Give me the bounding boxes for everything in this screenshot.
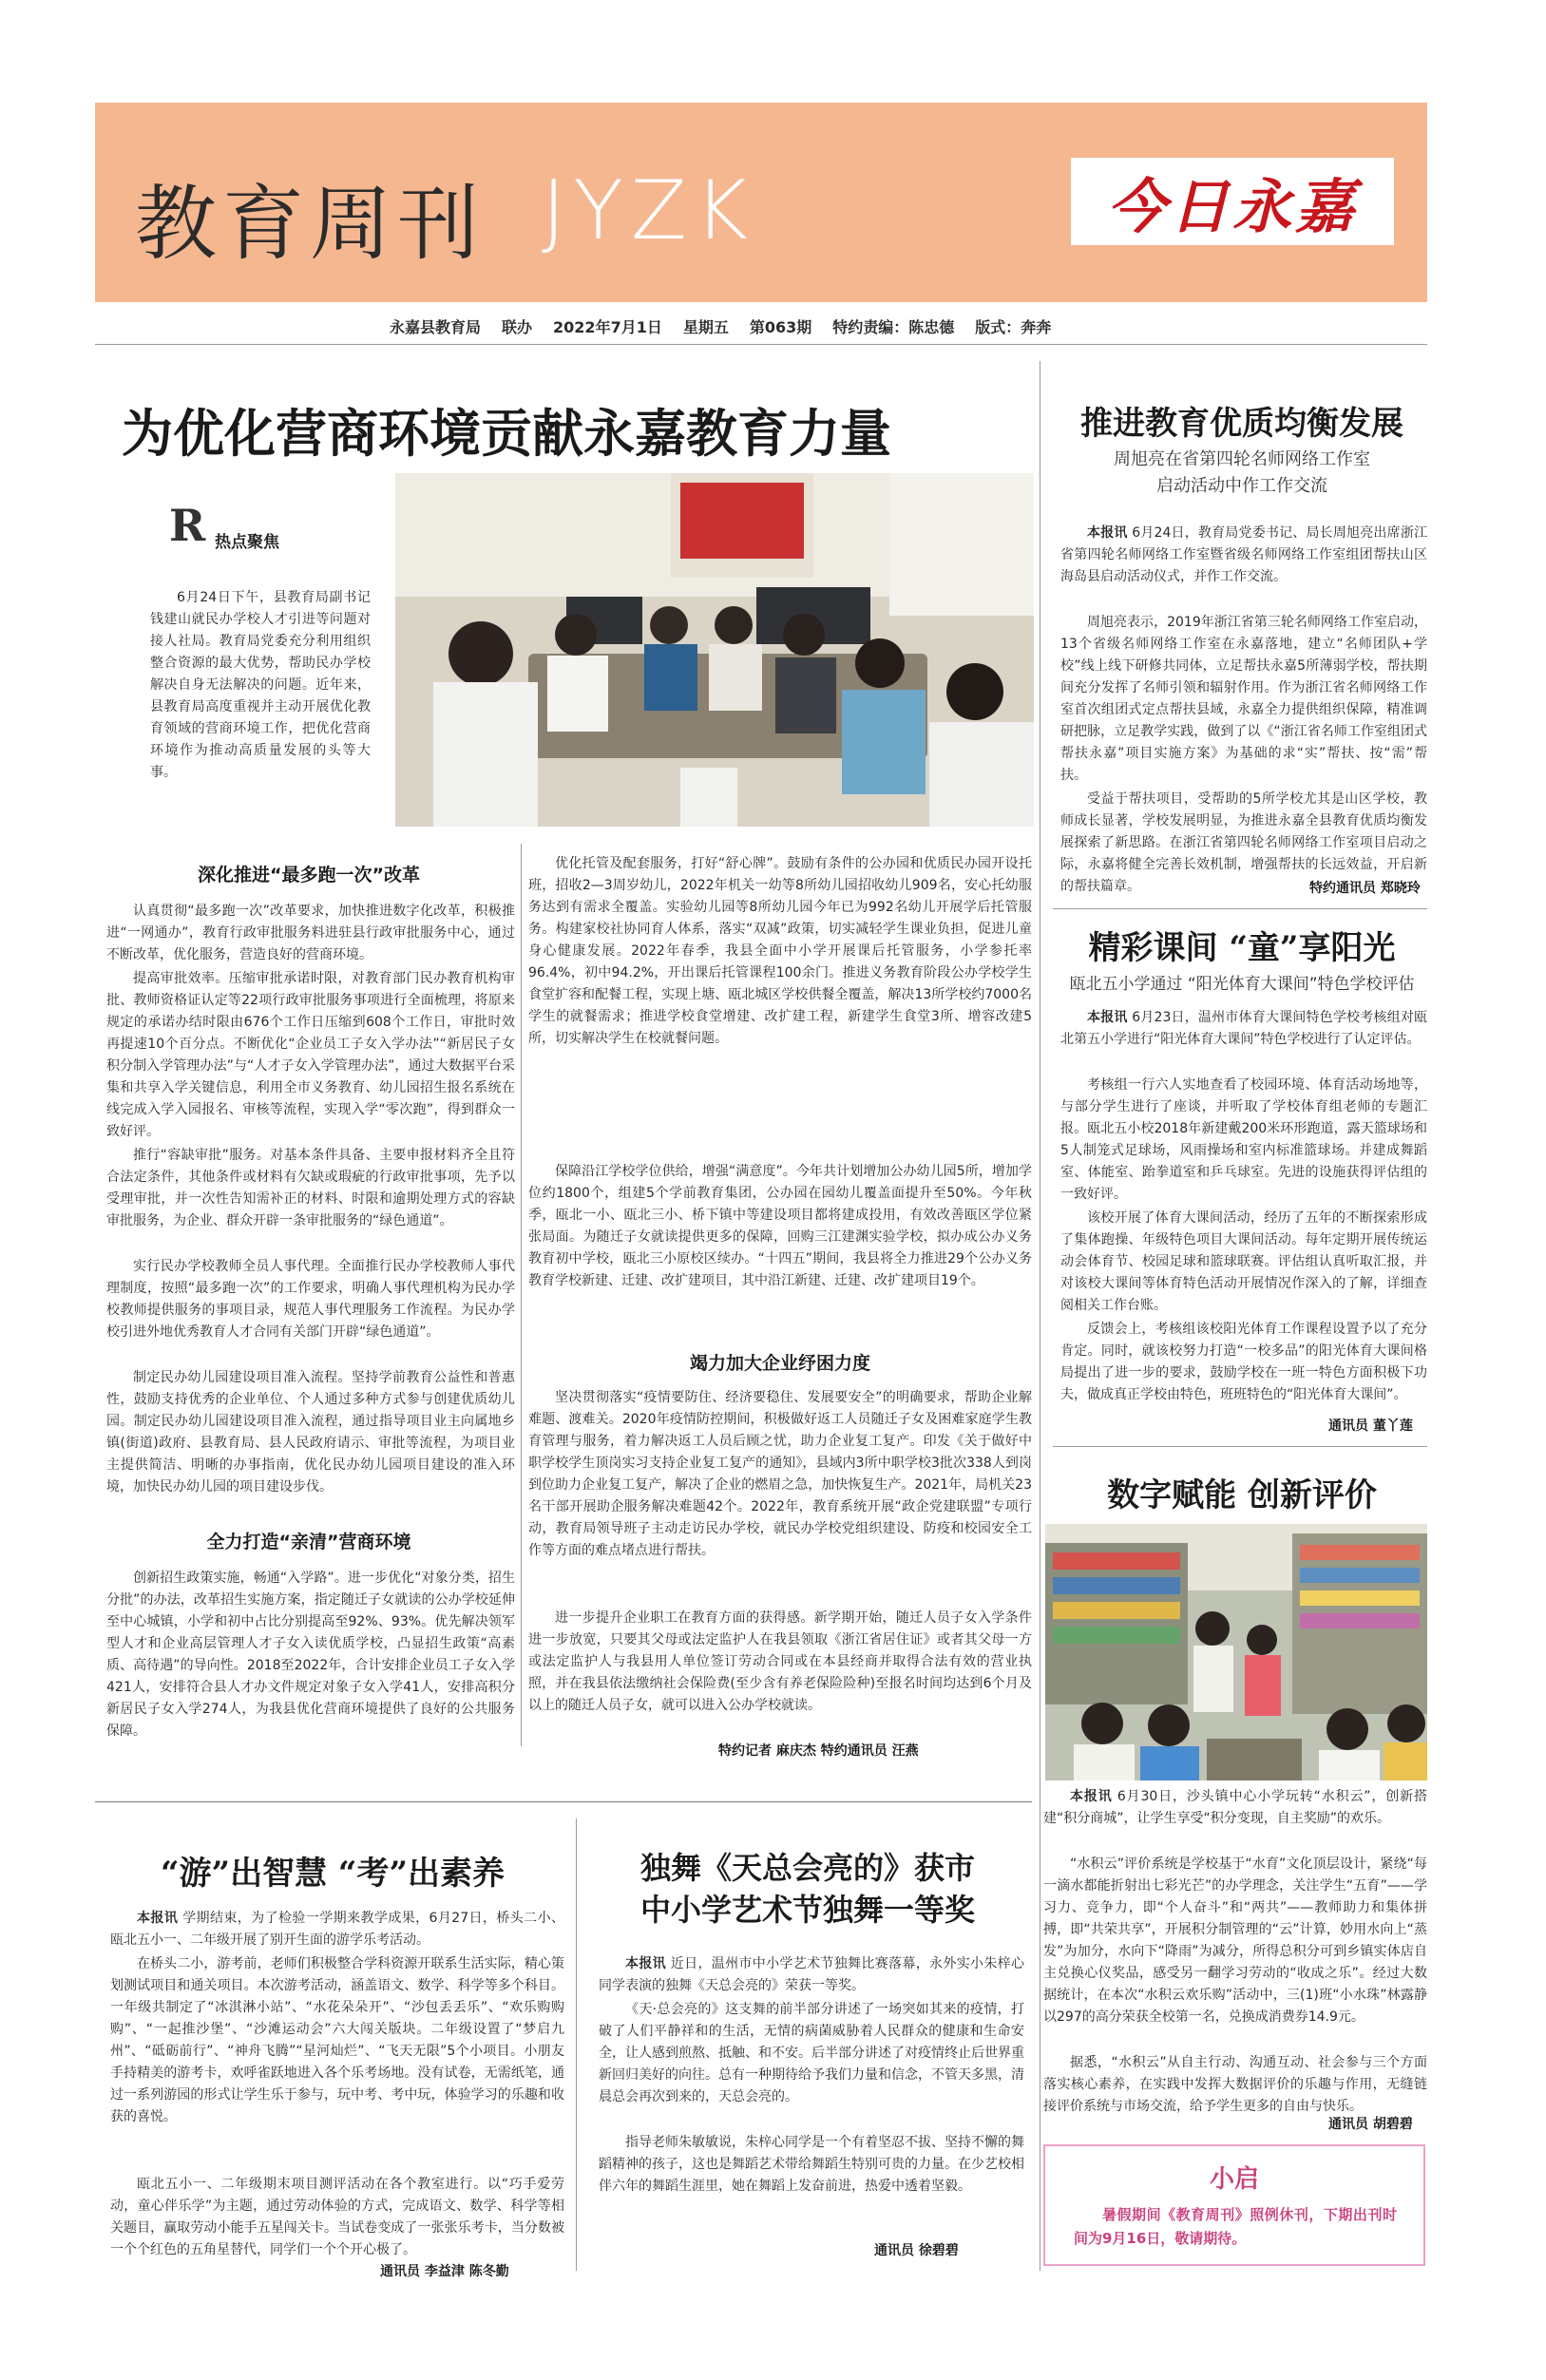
games-p1: 本报讯 学期结束，为了检验一学期来教学成果，6月27日，桥头二小、瓯北五小一、二年级开展了别开生面的游学乐考活动。 <box>110 1911 564 1948</box>
lead-s3-p2: 进一步提升企业职工在教育方面的获得感。新学期开始，随迁人员子女入学条件进一步放宽，只要其父母或法定监护人在我县领取《浙江省居住证》或者其父母一方或法定监护人与我县用人单位签订劳动合同或在本县经商并取得合法有效的营业执照，并在我县依法缴纳社会保险费(至少含有养老保险险种)至报名时间均达到6个月及以上的随迁人员子女，就可以进入公办学校就读。 <box>528 1610 1032 1713</box>
notice-box <box>1043 2144 1425 2266</box>
lead-section-2-heading: 全力打造“亲清”营商环境 <box>206 1532 411 1552</box>
layout-credit: 版式：奔奔 <box>975 318 1052 336</box>
pe-p1: 本报讯 6月23日，温州市体育大课间特色学校考核组对瓯北第五小学进行“阳光体育大课间”特色学校进行了认定评估。 <box>1060 1010 1427 1047</box>
lead-c2-p2: 保障沿江学校学位供给，增强“满意度”。今年共计划增加公办幼儿园5所，增加学位约1800个，组建5个学前教育集团，公办园在园幼儿覆盖面提升至50%。今年秋季，瓯北一小、瓯北三小、桥下镇中等建设项目都将建成投用，有效改善瓯区学位紧张局面。为随迁子女就读提供更多的保障，回购三江建渊实验学校，拟办成公办义务教育初中学校，瓯北三小原校区续办。“十四五”期间，我县将全力推进29个公办义务教育学校新建、迁建、改扩建项目，其中沿江新建、迁建、改扩建项目19个。 <box>528 1164 1032 1288</box>
balance-subtitle-line-2: 启动活动中作工作交流 <box>1156 476 1327 496</box>
balance-byline: 特约通讯员 郑晓玲 <box>1309 881 1421 896</box>
digital-p2: “水积云”评价系统是学校基于“水育”文化顶层设计，紧绕“每一滴水都能折射出七彩光芒”的办学理念，关注学生“五育”——学习力、竞争力，即“个人奋斗”和“两共”——教师助力和集体拼搏，即“共荣共享”，开展积分制管理的“云”计算，妙用水向上“蒸发”为加分，水向下“降雨”为减分，所得总积分可到乡镇实体店自主兑换心仪奖品，感受另一翻学习劳动的“收成之乐”。经过大数据统计，在本次“水积云欢乐购”活动中，三(1)班“小水珠”林露静以297的高分荣获全校第一名，兑换成消费券14.9元。 <box>1043 1856 1427 2025</box>
top-divider <box>95 344 1427 345</box>
publication-abbr: JYZK <box>542 163 756 258</box>
notice-body: 暑假期间《教育周刊》照例休刊，下期出刊时间为9月16日，敬请期待。 <box>1074 2206 1397 2247</box>
newspaper-logo <box>1071 158 1394 245</box>
lead-s2-p1: 创新招生政策实施，畅通“入学路”。进一步优化“对象分类，招生分批”的办法，改革招生实施方案，指定随迁子女就读的公办学校延伸至中心城镇，小学和初中占比分别提高至92%、93%。优先解决领军型人才和企业高层管理人才子女入读优质学校，凸显招生政策“高素质、高待遇”的导向性。2018至2022年，合计安排企业员工子女入学421人，安排符合县人才办文件规定对象子女入学41人，安排高积分新居民子女入学274人，为我县优化营商环境提供了良好的公共服务保障。 <box>106 1571 515 1739</box>
dance-p3: 指导老师朱敏敏说，朱梓心同学是一个有着坚忍不拔、坚持不懈的舞蹈精神的孩子，这也是舞蹈艺术带给舞蹈生特别可贵的力量。在少艺校相伴六年的舞蹈生涯里，她在舞蹈上发奋前进，热爱中透着坚毅。 <box>599 2135 1024 2194</box>
balance-headline: 推进教育优质均衡发展 <box>1080 405 1403 443</box>
digital-p3: 据悉，“水积云”从自主行动、沟通互动、社会参与三个方面落实核心素养，在实践中发挥大数据评价的乐趣与作用，无缝链接评价系统与市场交流，给予学生更多的自由与快乐。 <box>1043 2055 1427 2114</box>
right-divider-2 <box>1053 1446 1427 1447</box>
pe-byline: 通讯员 董丫莲 <box>1328 1418 1413 1434</box>
lead-s1-p5: 制定民办幼儿园建设项目准入流程。坚持学前教育公益性和普惠性，鼓励支持优秀的企业单位、个人通过多种方式参与创建优质幼儿园。制定民办幼儿园建设项目准入流程，通过指导项目业主向属地乡镇(街道)政府、县教育局、县人民政府请示、审批等流程，为项目业主提供简洁、明晰的办事指南，优化民办幼儿园项目建设的准入环境，加快民办幼儿园的项目建设步伐。 <box>106 1370 515 1495</box>
notice-title: 小启 <box>1209 2165 1259 2194</box>
games-p3: 瓯北五小一、二年级期末项目测评活动在各个教室进行。以“巧手爱劳动，童心伴乐学”为主题，通过劳动体验的方式，完成语文、数学、科学等相关题目，赢取劳动小能手五星闯关卡。当试卷变成了一张张乐考卡，当分数被一个个红色的五角星替代，同学们一个个开心极了。 <box>110 2177 564 2257</box>
editor: 特约责编：陈忠德 <box>832 318 955 336</box>
dateline-label: 本报讯 <box>137 1911 179 1926</box>
lead-s1-p1: 认真贯彻“最多跑一次”改革要求，加快推进数字化改革，积极推进“一网通办”，教育行政审批服务料进驻县行政审批服务中心，通过不断改革，优化服务，营造良好的营商环境。 <box>106 904 515 962</box>
dance-p2: 《天·总会亮的》这支舞的前半部分讲述了一场突如其来的疫情，打破了人们平静祥和的生活，无情的病菌威胁着人民群众的健康和生命安全，让人感到煎熬、抵触、和不安。后半部分讲述了对疫情终止后世界重新回归美好的向往。总有一种期待给予我们力量和信念，不管天多黑，清晨总会再次到来的，天总会亮的。 <box>599 2002 1024 2104</box>
dance-headline <box>583 1847 1032 1931</box>
meeting-photo-illustration <box>395 473 1034 827</box>
joint-label: 联办 <box>502 318 533 336</box>
pe-headline: 精彩课间 “童”享阳光 <box>1088 929 1396 967</box>
balance-p1: 本报讯 6月24日，教育局党委书记、局长周旭亮出席浙江省第四轮名师网络工作室暨省级名师网络工作室组团帮扶山区海岛县启动活动仪式，并作工作交流。 <box>1060 525 1427 584</box>
logo-text: 今日永嘉 <box>1106 171 1358 241</box>
lead-s1-p4: 实行民办学校教师全员人事代理。全面推行民办学校教师人事代理制度，按照“最多跑一次”的工作要求，明确人事代理机构为民办学校教师提供服务的事项目录，规范人事代理服务工作流程。为民办学校引进外地优秀教育人才合同有关部门开辟“绿色通道”。 <box>106 1259 515 1340</box>
hot-topic-letter: R <box>169 500 206 551</box>
bottom-row-divider <box>95 1801 1032 1802</box>
dateline-label: 本报讯 <box>1070 1789 1113 1804</box>
digital-p1: 本报讯 6月30日，沙头镇中心小学玩转“水积云”，创新搭建“积分商城”，让学生享受“积分变现，自主奖励”的欢乐。 <box>1043 1789 1427 1826</box>
lead-c2-p1: 优化托管及配套服务，打好“舒心牌”。鼓励有条件的公办园和优质民办园开设托班，招收2—3周岁幼儿，2022年机关一幼等8所幼儿园招收幼儿909名，安心托幼服务达到有需求全覆盖。实验幼儿园等8所幼儿园今年已为992名幼儿开展学后托管服务。构建家校社协同育人体系，落实“双减”政策，切实减轻学生课业负担，促进儿童身心健康发展。2022年春季，我县全面中小学开展课后托管服务，小学参托率96.4%，初中94.2%，开出课后托管课程100余门。推进义务教育阶段公办学校学生食堂扩容和配餐工程，实现上塘、瓯北城区学校供餐全覆盖，解决13所学校约7000名学生的就餐需求；推进学校食堂增建、改扩建工程，新建学生食堂3所、增容改建5所，切实解决学生在校就餐问题。 <box>528 856 1032 1046</box>
lead-section-1-heading: 深化推进“最多跑一次”改革 <box>198 865 420 885</box>
balance-p2: 周旭亮表示，2019年浙江省第三轮名师网络工作室启动，13个省级名师网络工作室在永嘉落地，建立“名师团队+学校”线上线下研修共同体，立足帮扶永嘉5所薄弱学校，帮扶期间充分发挥了名师引领和辐射作用。作为浙江省名师网络工作室首次组团式定点帮扶县域，永嘉全力提供组织保障，精准调研把脉，立足教学实践，做到了以《“浙江省名师工作室组团式帮扶永嘉”项目实施方案》为基础的求“实”帮扶、按“需”帮扶。 <box>1060 615 1427 783</box>
lead-s1-p3: 推行“容缺审批”服务。对基本条件具备、主要申报材料齐全且符合法定条件，其他条件或材料有欠缺或瑕疵的行政审批事项，先予以受理审批，并一次性告知需补正的材料、时限和逾期处理方式的容缺审批服务，为企业、群众开辟一条审批服务的“绿色通道”。 <box>106 1148 515 1228</box>
games-byline: 通讯员 李益津 陈冬勤 <box>380 2264 509 2279</box>
dateline-label: 本报讯 <box>625 1956 666 1971</box>
games-p2: 在桥头二小，游考前，老师们积极整合学科资源开联系生活实际，精心策划测试项目和通关项目。本次游考活动，涵盖语文、数学、科学等多个科目。一年级共制定了“冰淇淋小站”、“水花朵朵开”、“沙包丢丢乐”、“欢乐购购购”、“一起推沙堡”、“沙滩运动会”六大闯关版块。二年级设置了“梦启九州”、“砥砺前行”、“神舟飞腾”“星河灿烂”、“飞天无限”5个小项目。小朋友手持精美的游考卡，欢呼雀跃地进入各个乐考场地。没有试卷，无需纸笔，通过一系列游园的形式让学生乐于参与，玩中考、考中玩，体验学习的乐趣和收获的喜悦。 <box>110 1956 564 2124</box>
dance-headline-line-2: 中小学艺术节独舞一等奖 <box>639 1892 975 1928</box>
hot-topic-label: 热点聚焦 <box>215 533 279 552</box>
weekday: 星期五 <box>682 318 729 336</box>
lead-section-3-heading: 竭力加大企业纾困力度 <box>689 1353 870 1374</box>
publication-title: 教育周刊 <box>135 177 485 272</box>
meeting-photo <box>395 473 1034 827</box>
balance-subtitle-line-1: 周旭亮在省第四轮名师网络工作室 <box>1114 449 1370 469</box>
digital-headline: 数字赋能 创新评价 <box>1107 1476 1377 1514</box>
digital-byline: 通讯员 胡碧碧 <box>1328 2117 1413 2132</box>
pe-p2: 考核组一行六人实地查看了校园环境、体育活动场地等，与部分学生进行了座谈，并听取了学校体育组老师的专题汇报。瓯北五小校2018年新建戴200米环形跑道，露天篮球场和5人制笼式足球场，风雨操场和室内标准篮球场。并建成舞蹈室、体能室、跆拳道室和乒乓球室。先进的设施获得评估组的一致好评。 <box>1060 1077 1427 1202</box>
dance-p1: 本报讯 近日，温州市中小学艺术节独舞比赛落幕，永外实小朱梓心同学表演的独舞《天总会亮的》荣获一等奖。 <box>599 1956 1024 1993</box>
right-divider-1 <box>1053 908 1427 909</box>
store-photo <box>1045 1524 1427 1780</box>
balance-p3: 受益于帮扶项目，受帮助的5所学校尤其是山区学校，教师成长显著，学校发展明显，为推进永嘉全县教育优质均衡发展探索了新思路。在浙江省第四轮名师网络工作室项目启动之际，永嘉将健全完善长效机制，增强帮扶的长远效益，开启新的帮扶篇章。 <box>1060 791 1427 894</box>
masthead <box>95 103 1427 302</box>
bottom-column-divider <box>576 1818 577 2271</box>
balance-subtitle <box>1057 447 1427 500</box>
dance-byline: 通讯员 徐碧碧 <box>874 2243 959 2258</box>
lead-s1-p2: 提高审批效率。压缩审批承诺时限，对教育部门民办教育机构审批、教师资格证认定等22项行政审批服务事项进行全面梳理，将原来规定的承诺办结时限由676个工作日压缩到608个工作日，审批时效再提速10个百分点。不断优化“企业员工子女入学办法”“新居民子女积分制入学管理办法”与“人才子女入学管理办法”，通过大数据平台采集和共享入学关键信息，利用全市义务教育、幼儿园招生报名系统在线完成入学入园报名、审核等流程，实现入学“零次跑”，得到群众一致好评。 <box>106 971 515 1139</box>
lead-byline: 特约记者 麻庆杰 特约通讯员 汪燕 <box>718 1743 919 1759</box>
issue-info-bar <box>390 315 1072 337</box>
lead-column-divider <box>521 844 522 1746</box>
issue-date: 2022年7月1日 <box>553 318 662 336</box>
dateline-label: 本报讯 <box>1087 1010 1128 1025</box>
dance-headline-line-1: 独舞《天总会亮的》获市 <box>639 1850 975 1886</box>
games-headline: “游”出智慧 “考”出素养 <box>160 1855 506 1893</box>
lead-headline: 为优化营商环境贡献永嘉教育力量 <box>122 403 891 464</box>
dateline-label: 本报讯 <box>1087 525 1128 541</box>
pe-subtitle: 瓯北五小学通过 “阳光体育大课间”特色学校评估 <box>1069 975 1415 994</box>
issue-number: 第063期 <box>749 318 812 336</box>
lead-s3-p1: 坚决贯彻落实“疫情要防住、经济要稳住、发展要安全”的明确要求，帮助企业解难题、渡难关。2020年疫情防控期间，积极做好返工人员随迁子女及困难家庭学生教育管理与服务，着力解决返工人员后顾之忧，助力企业复工复产。印发《关于做好中职学校学生顶岗实习支持企业复工复产的通知》，县域内3所中职学校3批次338人到岗到位助力企业复工复产，解决了企业的燃眉之急，加快恢复生产。2021年，局机关23名干部开展助企服务解决难题42个。2022年，教育系统开展“政企党建联盟”专项行动，教育局领导班子主动走访民办学校，就民办学校党组织建设、防疫和校园安全工作等方面的难点堵点进行帮扶。 <box>528 1390 1032 1558</box>
lead-intro: 6月24日下午，县教育局副书记钱建山就民办学校人才引进等问题对接人社局。教育局党委充分利用组织整合资源的最大优势，帮助民办学校解决自身无法解决的问题。近年来，县教育局高度重视并主动开展优化教育领域的营商环境工作，把优化营商环境作为推动高质量发展的头等大事。 <box>150 590 371 780</box>
sponsor: 永嘉县教育局 <box>390 318 482 336</box>
pe-p4: 反馈会上，考核组该校阳光体育工作课程设置予以了充分肯定。同时，就该校努力打造“一校多品”的阳光体育大课间格局提出了进一步的要求，鼓励学校在一班一特色方面积极下功夫，做成真正学校由特色，班班特色的“阳光体育大课间”。 <box>1060 1322 1427 1402</box>
store-photo-illustration <box>1045 1524 1427 1780</box>
pe-p3: 该校开展了体育大课间活动，经历了五年的不断探索形成了集体跑操、年级特色项目大课间活动。每年定期开展传统运动会体育节、校园足球和篮球联赛。评估组认真听取汇报，并对该校大课间等体育特色活动开展情况作深入的了解，详细查阅相关工作台账。 <box>1060 1210 1427 1313</box>
